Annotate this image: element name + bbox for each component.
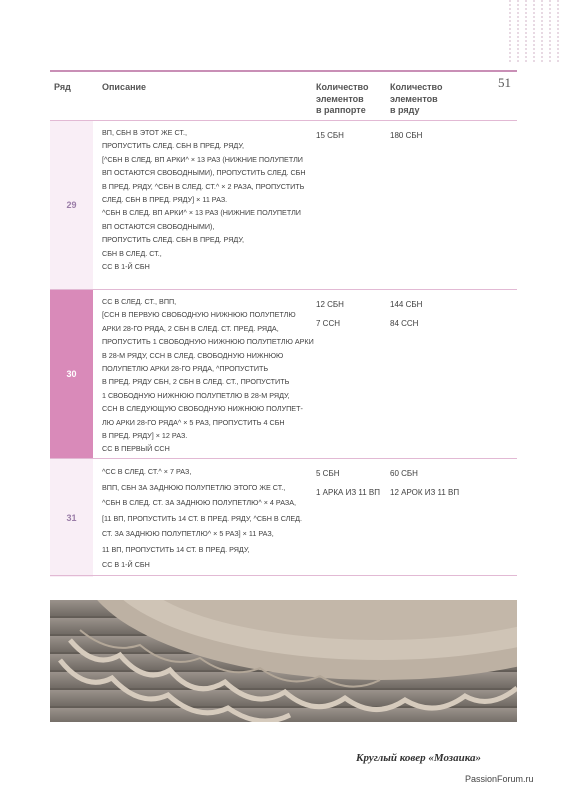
bottom-rule xyxy=(50,575,517,576)
row-total-count: 60 СБН 12 АРОК ИЗ 11 ВП xyxy=(390,469,460,497)
rug-photo xyxy=(50,600,517,722)
row-total-count: 180 СБН xyxy=(390,131,423,140)
table-row xyxy=(50,458,517,577)
header-row: Ряд xyxy=(54,82,71,92)
row-description: СС В СЛЕД. СТ., ВПП, [ССН В ПЕРВУЮ СВОБОДНУЮ НИЖНЮЮ ПОЛУПЕТЛЮ АРКИ 28-ГО РЯДА, 2 СБН В СЛЕД. СТ. ПРЕД. РЯДА, ПРОПУСТИТЬ 1 СВОБОДНУЮ НИЖНЮЮ ПОЛУПЕТЛЮ АРКИ В 28-М РЯДУ, ССН В СЛЕД. СВОБОДНУЮ НИЖНЮЮ ПОЛУПЕТЛЮ АРКИ 28-ГО РЯДА, ^ПРОПУСТИТЬ В ПРЕД. РЯДУ СБН, 2 СБН В СЛЕД. СТ., ПРОПУСТИТЬ 1 СВОБОДНУЮ НИЖНЮЮ ПОЛУПЕТЛЮ В 28-М РЯДУ, ССН В СЛЕДУЮЩУЮ СВОБОДНУЮ НИЖНЮЮ ПОЛУПЕТ- ЛЮ АРКИ 28-ГО РЯДА^ × 5 РАЗ, ПРОПУСТИТЬ 4 СБН В ПРЕД. РЯДУ] × 12 РАЗ. СС В ПЕРВЫЙ ССН xyxy=(102,297,314,454)
header-count-row: Количество элементов в ряду xyxy=(390,82,443,115)
table-row xyxy=(50,289,517,458)
photo-caption: Круглый ковер «Мозаика» xyxy=(356,752,482,764)
row-description: ВП, СБН В ЭТОТ ЖЕ СТ., ПРОПУСТИТЬ СЛЕД. СБН В ПРЕД. РЯДУ, [^СБН В СЛЕД. ВП АРКИ^ × 13 РАЗ (НИЖНИЕ ПОЛУПЕТЛИ ВП ОСТАЮТСЯ СВОБОДНЫМИ), ПРОПУСТИТЬ СЛЕД. СБН В ПРЕД. РЯДУ, ^СБН В СЛЕД. СТ.^ × 2 РАЗА, ПРОПУСТИТЬ СЛЕД. СБН В ПРЕД. РЯДУ] × 11 РАЗ. ^СБН В СЛЕД. ВП АРКИ^ × 13 РАЗ (НИЖНИЕ ПОЛУПЕТЛИ ВП ОСТАЮТСЯ СВОБОДНЫМИ), ПРОПУСТИТЬ СЛЕД. СБН В ПРЕД. РЯДУ, СБН В СЛЕД. СТ., СС В 1-Й СБН xyxy=(102,128,306,272)
row-total-count: 144 СБН 84 ССН xyxy=(390,300,423,328)
row-repeat-count: 15 СБН xyxy=(316,131,344,140)
header-description: Описание xyxy=(102,82,147,92)
row-repeat-count: 12 СБН 7 ССН xyxy=(316,300,344,328)
row-number: 30 xyxy=(50,290,93,458)
header-count-repeat: Количество элементов в раппорте xyxy=(316,82,369,115)
row-number: 31 xyxy=(50,459,93,577)
row-repeat-count: 5 СБН 1 АРКА ИЗ 11 ВП xyxy=(316,469,380,497)
row-number: 29 xyxy=(50,121,93,289)
pattern-table xyxy=(50,76,517,577)
table-header xyxy=(50,76,517,120)
table-row xyxy=(50,120,517,289)
watermark: PassionForum.ru xyxy=(465,774,534,784)
row-description: ^СС В СЛЕД. СТ.^ × 7 РАЗ, ВПП, СБН ЗА ЗАДНЮЮ ПОЛУПЕТЛЮ ЭТОГО ЖЕ СТ., ^СБН В СЛЕД. СТ. ЗА ЗАДНЮЮ ПОЛУПЕТЛЮ^ × 4 РАЗА, [11 ВП, ПРОПУСТИТЬ 14 СТ. В ПРЕД. РЯДУ, ^СБН В СЛЕД. СТ. ЗА ЗАДНЮЮ ПОЛУПЕТЛЮ^ × 5 РАЗ] × 11 РАЗ, 11 ВП, ПРОПУСТИТЬ 14 СТ. В ПРЕД. РЯДУ, СС В 1-Й СБН xyxy=(102,467,303,569)
top-rule xyxy=(50,70,517,72)
corner-decoration xyxy=(500,0,566,62)
page-number: 51 xyxy=(498,75,511,90)
